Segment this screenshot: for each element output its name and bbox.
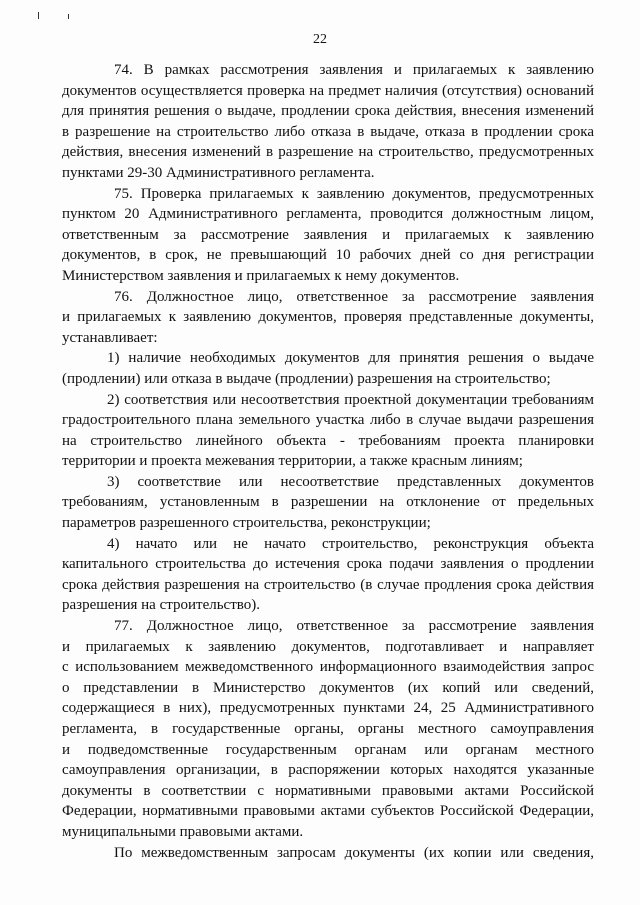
paragraph-p77 — [62, 616, 594, 843]
text-line: документов осуществляется проверка на предмет наличия (отсутствия) оснований — [62, 82, 594, 99]
text-line: 1) наличие необходимых документов для принятия решения о выдаче — [107, 350, 594, 367]
text-line: действия, внесения изменений в разрешение на строительство, предусмотренных — [62, 144, 594, 161]
scan-mark — [68, 14, 69, 19]
text-line: и прилагаемых к заявлению документов, проверяя представленные документы, — [62, 309, 594, 326]
text-line: в разрешение на строительство либо отказа в выдаче, отказа в продлении срока — [62, 123, 594, 140]
text-line: на строительство линейного объекта - требованиям проекта планировки — [62, 432, 594, 449]
paragraph-p75 — [62, 184, 594, 287]
paragraph-p74 — [62, 60, 594, 184]
text-line: 77. Должностное лицо, ответственное за рассмотрение заявления — [114, 618, 594, 635]
text-line: 4) начато или не начато строительство, реконструкция объекта — [107, 535, 594, 552]
text-line: муниципальными правовыми актами. — [62, 823, 304, 840]
text-line: параметров разрешенного строительства, реконструкции; — [62, 515, 431, 532]
text-line: срока действия разрешения на строительство (в случае продления срока действия — [62, 576, 594, 593]
text-line: документы в соответствии с нормативными правовыми актами Российской — [62, 782, 594, 799]
text-line: пунктами 29-30 Административного регламента. — [62, 164, 375, 181]
text-line: разрешения на строительство). — [62, 597, 260, 614]
scan-mark — [38, 12, 39, 19]
text-line: регламента, в государственные органы, органы местного самоуправления — [62, 721, 594, 737]
text-line: для принятия решения о выдаче, продлении срока действия, внесения изменений — [62, 103, 594, 120]
text-line: с использованием межведомственного информационного взаимодействия запрос — [62, 659, 594, 676]
text-line: 75. Проверка прилагаемых к заявлению документов, предусмотренных — [114, 185, 594, 202]
document-body — [62, 60, 594, 863]
text-line: 76. Должностное лицо, ответственное за рассмотрение заявления — [114, 288, 594, 305]
text-line: градостроительного плана земельного участка либо в случае выдачи разрешения — [62, 412, 594, 429]
text-line: (продлении) или отказа в выдаче (продлении) разрешения на строительство; — [62, 370, 551, 387]
text-line: устанавливает: — [62, 329, 158, 346]
text-line: и прилагаемых к заявлению документов, подготавливает и направляет — [62, 638, 594, 655]
text-line: требованиям, установленным в разрешении на отклонение от предельных — [62, 494, 594, 511]
text-line: территории и проекта межевания территории, а также красным линиям; — [62, 453, 523, 470]
text-line: По межведомственным запросам документы (их копии или сведения, — [114, 844, 594, 861]
paragraph-p76 — [62, 287, 594, 349]
text-line: Министерством заявления и прилагаемых к нему документов. — [62, 267, 460, 284]
text-line: 2) соответствия или несоответствия проектной документации требованиям — [107, 391, 594, 408]
text-line: содержащиеся в них), предусмотренных пунктами 24, 25 Административного — [62, 700, 594, 717]
page-number: 22 — [313, 32, 327, 47]
text-line: и подведомственные государственным органам или органам местного — [62, 741, 594, 758]
paragraph-p76-1 — [62, 348, 594, 389]
text-line: 3) соответствие или несоответствие представленных документов — [107, 473, 594, 490]
paragraph-p76-3 — [62, 472, 594, 534]
text-line: капитального строительства до истечения срока подачи заявления о продлении — [62, 556, 594, 573]
paragraph-p76-2 — [62, 390, 594, 472]
paragraph-p76-4 — [62, 534, 594, 616]
text-line: о представлении в Министерство документов (их копий или сведений, — [62, 679, 594, 696]
text-line: пунктом 20 Административного регламента, проводится должностным лицом, — [62, 206, 594, 223]
text-line: 74. В рамках рассмотрения заявления и прилагаемых к заявлению — [114, 62, 594, 78]
paragraph-p77-cont — [62, 843, 594, 864]
text-line: документов, в срок, не превышающий 10 рабочих дней со дня регистрации — [62, 247, 594, 264]
text-line: ответственным за рассмотрение заявления и прилагаемых к заявлению — [62, 226, 594, 243]
text-line: Федерации, нормативными правовыми актами субъектов Российской Федерации, — [62, 803, 594, 820]
text-line: самоуправления организации, в распоряжении которых находятся указанные — [62, 762, 594, 779]
